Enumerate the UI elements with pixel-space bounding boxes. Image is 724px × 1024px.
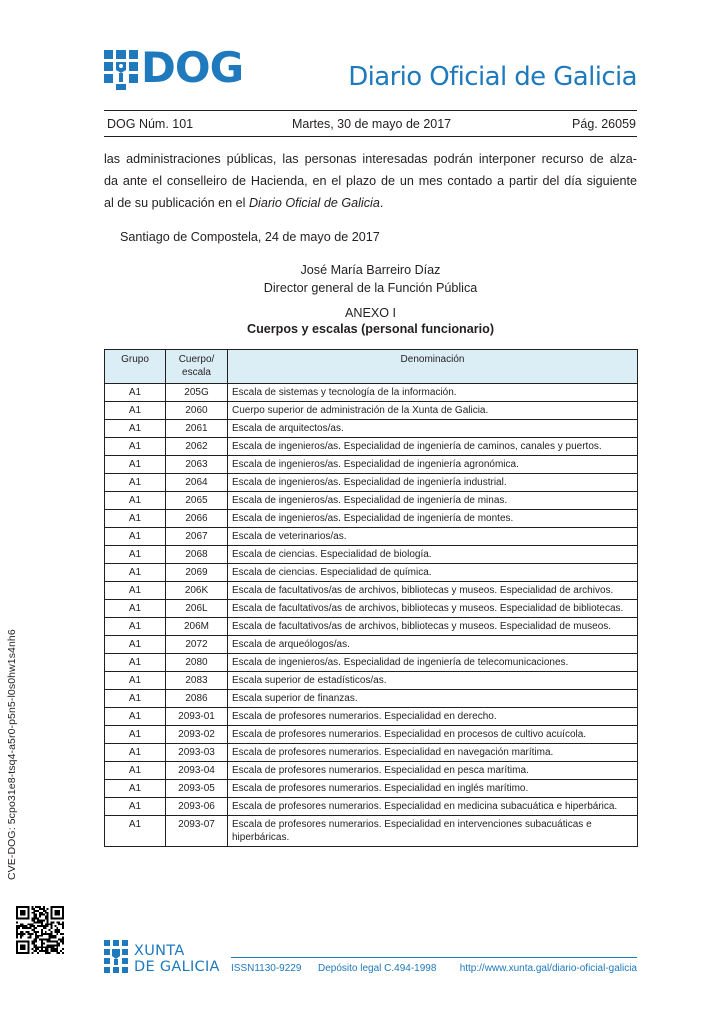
cell-codigo: 205G — [166, 384, 228, 402]
cell-denominacion: Escala de ciencias. Especialidad de biología. — [228, 546, 638, 564]
cell-denominacion: Escala de facultativos/as de archivos, bibliotecas y museos. Especialidad de museos. — [228, 618, 638, 636]
table-row — [105, 618, 638, 636]
paragraph-last-line — [104, 192, 637, 214]
cell-denominacion: Escala de ingenieros/as. Especialidad de ingeniería de caminos, canales y puertos. — [228, 438, 638, 456]
table-body — [105, 384, 638, 847]
cell-codigo: 206M — [166, 618, 228, 636]
cell-denominacion: Escala de ingenieros/as. Especialidad de ingeniería agronómica. — [228, 456, 638, 474]
paragraph-line: da ante el conselleiro de Hacienda, en el plazo de un mes contado a partir del día siguiente — [104, 174, 637, 188]
cell-codigo: 2093-02 — [166, 726, 228, 744]
cell-grupo: A1 — [105, 744, 166, 762]
table-row — [105, 780, 638, 798]
cell-denominacion: Escala de profesores numerarios. Especialidad en intervenciones subacuáticas e hiperbáricas. — [228, 816, 638, 847]
cell-grupo: A1 — [105, 672, 166, 690]
cell-grupo: A1 — [105, 402, 166, 420]
cell-codigo: 2068 — [166, 546, 228, 564]
cell-grupo: A1 — [105, 456, 166, 474]
table-row — [105, 762, 638, 780]
cell-grupo: A1 — [105, 690, 166, 708]
header-grupo: Grupo — [105, 350, 166, 384]
table-row — [105, 564, 638, 582]
cell-codigo: 2093-06 — [166, 798, 228, 816]
cell-codigo: 2080 — [166, 654, 228, 672]
cell-codigo: 2093-01 — [166, 708, 228, 726]
table-row — [105, 438, 638, 456]
cell-codigo: 2066 — [166, 510, 228, 528]
cell-denominacion: Escala de facultativos/as de archivos, bibliotecas y museos. Especialidad de bibliotecas. — [228, 600, 638, 618]
cell-denominacion: Escala superior de finanzas. — [228, 690, 638, 708]
cell-grupo: A1 — [105, 384, 166, 402]
cell-codigo: 2064 — [166, 474, 228, 492]
signatory-name: José María Barreiro Díaz — [300, 263, 441, 277]
cell-grupo: A1 — [105, 420, 166, 438]
cell-codigo: 2061 — [166, 420, 228, 438]
table-row — [105, 672, 638, 690]
table-row — [105, 546, 638, 564]
table-row — [105, 492, 638, 510]
footer-rule — [231, 957, 637, 958]
table-row — [105, 708, 638, 726]
xunta-line2: DE GALICIA — [134, 959, 220, 975]
cell-denominacion: Escala de arquitectos/as. — [228, 420, 638, 438]
last-line-suffix: . — [379, 196, 384, 210]
qr-code-icon — [16, 906, 64, 954]
cell-codigo: 2060 — [166, 402, 228, 420]
cell-grupo: A1 — [105, 438, 166, 456]
xunta-logo — [104, 940, 224, 980]
annex-title: Cuerpos y escalas (personal funcionario) — [246, 322, 495, 336]
cell-denominacion: Cuerpo superior de administración de la Xunta de Galicia. — [228, 402, 638, 420]
journal-name-italic: Diario Oficial de Galicia — [248, 196, 380, 210]
table-row — [105, 402, 638, 420]
cell-grupo: A1 — [105, 510, 166, 528]
cell-codigo: 2067 — [166, 528, 228, 546]
table-row — [105, 384, 638, 402]
table-header-row — [105, 350, 638, 384]
header-rule-bottom — [104, 136, 637, 137]
cell-denominacion: Escala de facultativos/as de archivos, bibliotecas y museos. Especialidad de archivos. — [228, 582, 638, 600]
cell-grupo: A1 — [105, 564, 166, 582]
cell-denominacion: Escala de arqueólogos/as. — [228, 636, 638, 654]
cell-codigo: 2062 — [166, 438, 228, 456]
journal-title: Diario Oficial de Galicia — [348, 62, 637, 92]
signatory-title: Director general de la Función Pública — [263, 281, 478, 295]
table-row — [105, 420, 638, 438]
table-row — [105, 474, 638, 492]
cell-grupo: A1 — [105, 600, 166, 618]
cell-grupo: A1 — [105, 816, 166, 847]
annex-table — [104, 349, 638, 847]
cell-denominacion: Escala de ingenieros/as. Especialidad de ingeniería de montes. — [228, 510, 638, 528]
page-number: Pág. 26059 — [572, 117, 636, 131]
table-row — [105, 600, 638, 618]
cell-grupo: A1 — [105, 492, 166, 510]
table-row — [105, 690, 638, 708]
cell-codigo: 2093-05 — [166, 780, 228, 798]
table-row — [105, 654, 638, 672]
cell-grupo: A1 — [105, 474, 166, 492]
cell-denominacion: Escala superior de estadísticos/as. — [228, 672, 638, 690]
cell-codigo: 206L — [166, 600, 228, 618]
table-row — [105, 456, 638, 474]
cell-codigo: 206K — [166, 582, 228, 600]
cell-denominacion: Escala de ingenieros/as. Especialidad de ingeniería industrial. — [228, 474, 638, 492]
cell-denominacion: Escala de profesores numerarios. Especialidad en procesos de cultivo acuícola. — [228, 726, 638, 744]
cell-denominacion: Escala de ingenieros/as. Especialidad de ingeniería de telecomunicaciones. — [228, 654, 638, 672]
xunta-line1: XUNTA — [134, 943, 185, 959]
legal-deposit: Depósito legal C.494-1998 — [318, 963, 437, 974]
header-cuerpo-escala: Cuerpo/ escala — [166, 350, 228, 384]
cell-grupo: A1 — [105, 780, 166, 798]
dog-logo — [104, 43, 244, 92]
cell-codigo: 2072 — [166, 636, 228, 654]
cell-grupo: A1 — [105, 528, 166, 546]
body-paragraph — [104, 148, 637, 214]
cell-codigo: 2093-04 — [166, 762, 228, 780]
cell-denominacion: Escala de profesores numerarios. Especialidad en navegación marítima. — [228, 744, 638, 762]
cell-codigo: 2063 — [166, 456, 228, 474]
issue-number: DOG Núm. 101 — [107, 117, 194, 131]
cell-codigo: 2083 — [166, 672, 228, 690]
cell-codigo: 2086 — [166, 690, 228, 708]
logo-text: DOG — [141, 43, 244, 92]
issn: ISSN1130-9229 — [231, 963, 302, 974]
cell-denominacion: Escala de profesores numerarios. Especialidad en medicina subacuática e hiperbárica. — [228, 798, 638, 816]
cell-grupo: A1 — [105, 582, 166, 600]
table-row — [105, 798, 638, 816]
cell-grupo: A1 — [105, 546, 166, 564]
cell-grupo: A1 — [105, 726, 166, 744]
annex-label: ANEXO I — [344, 306, 397, 320]
footer-url[interactable]: http://www.xunta.gal/diario-oficial-galicia — [459, 963, 637, 974]
cell-grupo: A1 — [105, 636, 166, 654]
cell-codigo: 2093-07 — [166, 816, 228, 847]
paragraph-line: las administraciones públicas, las personas interesadas podrán interponer recurso de alza- — [104, 152, 637, 166]
cell-grupo: A1 — [105, 762, 166, 780]
table-row — [105, 582, 638, 600]
cell-denominacion: Escala de profesores numerarios. Especialidad en derecho. — [228, 708, 638, 726]
cell-denominacion: Escala de profesores numerarios. Especialidad en inglés marítimo. — [228, 780, 638, 798]
cve-code: CVE-DOG: 5cpo31e8-tsq4-a5r0-p5n5-l0s0hw1s4nh6 — [6, 629, 18, 880]
header-rule-top — [104, 110, 637, 111]
cell-grupo: A1 — [105, 798, 166, 816]
cell-denominacion: Escala de profesores numerarios. Especialidad en pesca marítima. — [228, 762, 638, 780]
cell-denominacion: Escala de ciencias. Especialidad de química. — [228, 564, 638, 582]
galicia-shield-icon — [104, 50, 138, 90]
issue-date: Martes, 30 de mayo de 2017 — [292, 117, 452, 131]
table-row — [105, 528, 638, 546]
cell-codigo: 2065 — [166, 492, 228, 510]
cell-grupo: A1 — [105, 618, 166, 636]
cell-grupo: A1 — [105, 708, 166, 726]
header-denominacion: Denominación — [228, 350, 638, 384]
cell-codigo: 2093-03 — [166, 744, 228, 762]
table-row — [105, 816, 638, 847]
cell-denominacion: Escala de sistemas y tecnología de la información. — [228, 384, 638, 402]
cell-grupo: A1 — [105, 654, 166, 672]
cell-denominacion: Escala de ingenieros/as. Especialidad de ingeniería de minas. — [228, 492, 638, 510]
place-date: Santiago de Compostela, 24 de mayo de 2017 — [120, 230, 380, 244]
table-row — [105, 726, 638, 744]
cell-codigo: 2069 — [166, 564, 228, 582]
table-row — [105, 510, 638, 528]
last-line-prefix: al de su publicación en el — [104, 196, 249, 210]
xunta-text — [134, 943, 220, 975]
galicia-shield-icon — [104, 940, 128, 976]
table-row — [105, 744, 638, 762]
table-row — [105, 636, 638, 654]
cell-denominacion: Escala de veterinarios/as. — [228, 528, 638, 546]
